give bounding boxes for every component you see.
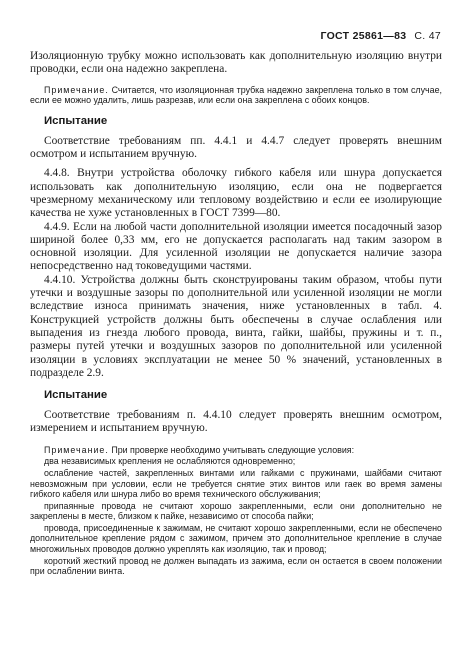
section-heading-test-1: Испытание [44,114,108,127]
page-number: С. 47 [414,30,441,42]
note-intro [30,445,442,456]
standard-number: ГОСТ 25861—83 [320,30,407,42]
note-conditions [30,445,442,577]
note-insulating-tube [30,85,442,106]
note-condition-item: ослабление частей, закрепленных винтами или гайками с пружинами, шайбами считают невозможным при условии, если не требуется снятие этих винтов или гаек во время замены гибкого кабеля или шнура либо во время технического обслуживания; [30,467,442,500]
note-condition-item: провода, присоединенные к зажимам, не считают хорошо закрепленными, если не обеспечено дополнительное крепление рядом с зажимом, причем это дополнительное крепление в случае многожильных проводов должно укреплять как изоляцию, так и провод; [30,522,442,555]
paragraph-insulating-tube: Изоляционную трубку можно использовать как дополнительную изоляцию внутри проводки, если она надежно закреплена. [30,50,442,76]
section-heading-test-2: Испытание [44,389,108,402]
paragraph-4-4-10: 4.4.10. Устройства должны быть сконструированы таким образом, чтобы пути утечки и воздушные зазоры по дополнительной или усиленной изоляции не могли вследствие износа принимать значения, ниже установленных в табл. 4. Конструкцией устройств должны быть обеспечены в случае ослабления или выпадения из гнезда любого провода, винта, гайки, шайбы, пружины и т. п., размеры путей утечки и воздушных зазоров по дополнительной или усиленной изоляции в условиях эксплуатации не менее 50 % значений, установленных в подразделе 2.9. [30,273,442,379]
paragraph-test-1: Соответствие требованиям пп. 4.4.1 и 4.4.7 следует проверять внешним осмотром и испытанием вручную. [30,134,442,161]
page-header [320,30,441,42]
document-body [30,50,442,577]
note-label: Примечание. [44,444,109,455]
note-condition-item: два независимых крепления не ослабляются одновременно; [44,456,296,467]
note-text: Считается, что изоляционная трубка надежно закреплена только в том случае, если ее можно удалить, лишь разрезав, или если она закреплена с обоих концов. [30,84,443,106]
note-condition-item: припаянные провода не считают хорошо закрепленными, если они дополнительно не закреплены в месте, близком к пайке, независимо от способа пайки; [30,500,442,522]
paragraph-test-2: Соответствие требованиям п. 4.4.10 следует проверять внешним осмотром, измерением и испытанием вручную. [30,409,442,435]
note-intro-text: При проверке необходимо учитывать следующие условия: [111,444,355,455]
paragraph-4-4-9: 4.4.9. Если на любой части дополнительной изоляции имеется посадочный зазор шириной более 0,33 мм, его не допускается располагать над таким зазором в основной изоляции. Для усиленной изоляции не допускается наличие зазора непосредственно над токоведущими частями. [30,220,442,273]
note-condition-item: короткий жесткий провод не должен выпадать из зажима, если он остается в своем положении при ослаблении винта. [30,555,442,577]
paragraph-4-4-8: 4.4.8. Внутри устройства оболочку гибкого кабеля или шнура допускается использовать как дополнительную изоляцию, если она не подвергается чрезмерному механическому или тепловому воздействию и если ее изолирующие качества не хуже установленных в ГОСТ 7399—80. [30,167,442,220]
note-label: Примечание. [44,84,109,95]
